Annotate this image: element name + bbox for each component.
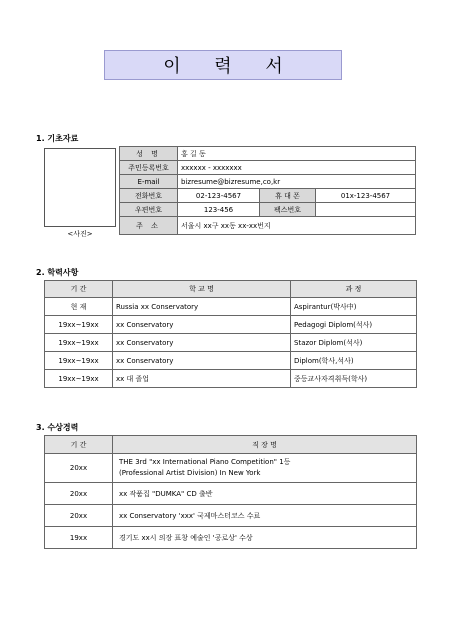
education-school: xx Conservatory	[113, 352, 291, 370]
document-title: 이 력 서	[104, 50, 342, 80]
row-name	[120, 147, 416, 161]
mobile-value: 01x-123-4567	[316, 189, 416, 203]
education-header-period: 기 간	[45, 281, 113, 298]
awards-header-name: 직 장 명	[113, 436, 417, 454]
award-line-2: (Professional Artist Division) In New York	[119, 469, 261, 477]
education-course: Pedagogi Diplom(석사)	[291, 316, 417, 334]
education-school: Russia xx Conservatory	[113, 298, 291, 316]
row-rrn	[120, 161, 416, 175]
award-period: 20xx	[45, 505, 113, 527]
education-period: 19xx~19xx	[45, 370, 113, 388]
education-table	[44, 280, 417, 388]
award-period: 20xx	[45, 454, 113, 483]
table-row	[45, 316, 417, 334]
phone-label: 전화번호	[120, 189, 178, 203]
zip-label: 우편번호	[120, 203, 178, 217]
award-line-1: THE 3rd "xx International Piano Competition" 1등	[119, 458, 291, 466]
education-period: 19xx~19xx	[45, 316, 113, 334]
education-course: Aspirantur(박사中)	[291, 298, 417, 316]
award-description: 경기도 xx시 의장 표창 예술인 '공로상' 수상	[113, 527, 417, 549]
phone-value: 02-123-4567	[178, 189, 260, 203]
basic-info-table	[119, 146, 416, 235]
rrn-value: xxxxxx - xxxxxxx	[178, 161, 416, 175]
education-course: 중등교사자격취득(학사)	[291, 370, 417, 388]
photo-placeholder	[44, 148, 116, 227]
row-zip	[120, 203, 416, 217]
row-email	[120, 175, 416, 189]
table-row	[45, 370, 417, 388]
fax-value	[316, 203, 416, 217]
awards-header-period: 기 간	[45, 436, 113, 454]
education-course: Stazor Diplom(석사)	[291, 334, 417, 352]
education-course: Diplom(학사,석사)	[291, 352, 417, 370]
row-address	[120, 217, 416, 235]
table-row	[45, 298, 417, 316]
section-education-label: 2. 학력사항	[36, 268, 79, 277]
education-header-row	[45, 281, 417, 298]
education-header-school: 학 교 명	[113, 281, 291, 298]
address-value: 서울시 xx구 xx동 xx-xx번지	[178, 217, 416, 235]
row-phone	[120, 189, 416, 203]
email-label: E-mail	[120, 175, 178, 189]
section-awards-label: 3. 수상경력	[36, 423, 79, 432]
mobile-label: 휴 대 폰	[260, 189, 316, 203]
rrn-label: 주민등록번호	[120, 161, 178, 175]
awards-header-row	[45, 436, 417, 454]
award-description: xx Conservatory 'xxx' 국제마스터코스 수료	[113, 505, 417, 527]
education-period: 19xx~19xx	[45, 352, 113, 370]
zip-value: 123-456	[178, 203, 260, 217]
table-row	[45, 527, 417, 549]
awards-table	[44, 435, 417, 549]
education-header-course: 과 정	[291, 281, 417, 298]
section-basic-label: 1. 기초자료	[36, 134, 79, 143]
education-school: xx Conservatory	[113, 316, 291, 334]
name-value: 홍 길 동	[178, 147, 416, 161]
award-description	[113, 454, 417, 483]
table-row	[45, 505, 417, 527]
photo-caption: <사진>	[67, 230, 93, 238]
address-label: 주 소	[120, 217, 178, 235]
award-period: 20xx	[45, 483, 113, 505]
award-period: 19xx	[45, 527, 113, 549]
education-period: 19xx~19xx	[45, 334, 113, 352]
education-school: xx 대 졸업	[113, 370, 291, 388]
fax-label: 팩스번호	[260, 203, 316, 217]
email-value: bizresume@bizresume,co,kr	[178, 175, 416, 189]
education-period: 현 재	[45, 298, 113, 316]
table-row	[45, 454, 417, 483]
award-description: xx 작품집 "DUMKA" CD 출반	[113, 483, 417, 505]
table-row	[45, 334, 417, 352]
name-label: 성 명	[120, 147, 178, 161]
table-row	[45, 352, 417, 370]
education-school: xx Conservatory	[113, 334, 291, 352]
table-row	[45, 483, 417, 505]
